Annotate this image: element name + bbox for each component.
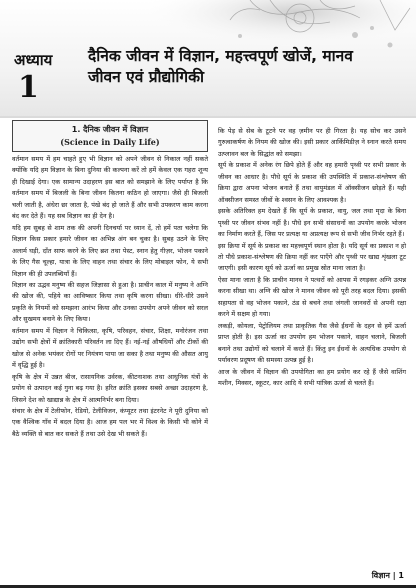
- footer-separator: |: [392, 571, 399, 580]
- paragraph: सूर्य के प्रकाश में अनेक रंग छिपे होते हैं और वह हमारी पृथ्वी पर सभी प्रकार के जीवन का आधार है। पौधे सूर्य के प्रकाश की उपस्थिति में प्रकाश-संश्लेषण की क्रिया द्वारा अपना भोजन बनाते हैं तथा वायुमंडल में ऑक्सीजन छोड़ते हैं। यही ऑक्सीजन समस्त जीवों के श्वसन के लिए आवश्यक है।: [218, 161, 406, 204]
- left-column: [12, 120, 208, 440]
- section-subtitle: (Science in Daily Life): [60, 137, 160, 147]
- paragraph: इसके अतिरिक्त हम देखते हैं कि सूर्य के प्रकाश, वायु, जल तथा मृदा के बिना पृथ्वी पर जीवन संभव नहीं है। पौधे इन सभी संसाधनों का उपयोग करके भोजन का निर्माण करते हैं, जिस पर प्रत्यक्ष या अप्रत्यक्ष रूप से सभी जीव निर्भर रहते हैं।: [218, 207, 406, 239]
- paragraph: संचार के क्षेत्र में टेलीफोन, रेडियो, टेलीविजन, कंप्यूटर तथा इंटरनेट ने पूरी दुनिया को एक वैश्विक गाँव में बदल दिया है। आज हम पल भर में विश्व के किसी भी कोने में बैठे व्यक्ति से बात कर सकते हैं तथा उसे देख भी सकते हैं।: [12, 406, 208, 438]
- paragraph: वर्तमान समय में विज्ञान ने चिकित्सा, कृषि, परिवहन, संचार, शिक्षा, मनोरंजन तथा उद्योग सभी क्षेत्रों में क्रांतिकारी परिवर्तन ला दिए हैं। नई-नई औषधियों और टीकों की खोज से अनेक भयंकर रोगों पर नियंत्रण पाया जा सका है तथा मनुष्य की औसत आयु में वृद्धि हुई है।: [12, 326, 208, 370]
- chapter-number: 1: [18, 70, 39, 105]
- footer-subject: विज्ञान: [371, 571, 390, 580]
- chapter-title: दैनिक जीवन में विज्ञान, महत्त्वपूर्ण खोजें, मानव जीवन एवं प्रौद्योगिकी: [88, 47, 353, 86]
- paragraph: वर्तमान समय में हम चाहते हुए भी विज्ञान को अपने जीवन से निकाल नहीं सकते क्योंकि यदि हम विज्ञान के बिना दुनिया की कल्पना करें तो हमें केवल एक गहरा शून्य ही दिखाई देगा। एक सामान्य उदाहरण इस बात को समझाने के लिए पर्याप्त है कि वर्तमान समय में बिजली के बिना जीवन कितना कठिन हो जाएगा। जैसे ही बिजली चली जाती है, अंधेरा छा जाता है, पंखे बंद हो जाते हैं और सभी उपकरण काम करना बंद कर देते हैं। यह सब विज्ञान का ही देन है।: [12, 155, 208, 221]
- paragraph: कृषि के क्षेत्र में उन्नत बीज, रासायनिक उर्वरक, कीटनाशक तथा आधुनिक यंत्रों के प्रयोग से उत्पादन कई गुना बढ़ गया है। हरित क्रांति इसका सबसे अच्छा उदाहरण है, जिसने देश को खाद्यान्न के क्षेत्र में आत्मनिर्भर बना दिया।: [12, 372, 208, 404]
- section-title: 1. दैनिक जीवन में विज्ञान: [71, 125, 149, 134]
- paragraph: कि पेड़ से सेब के टूटने पर वह ज़मीन पर ही गिरता है। यह सोच कर उसने गुरुत्वाकर्षण के नियम की खोज की। इसी प्रकार आर्किमिडीज़ ने स्नान करते समय उत्प्लावन बल के सिद्धांत को समझा।: [218, 127, 406, 158]
- paragraph: लकड़ी, कोयला, पेट्रोलियम तथा प्राकृतिक गैस जैसे ईंधनों के दहन से हमें ऊर्जा प्राप्त होती है। इस ऊर्जा का उपयोग हम भोजन पकाने, वाहन चलाने, बिजली बनाने तथा उद्योगों को चलाने में करते हैं। किंतु इन ईंधनों के अत्यधिक उपयोग से पर्यावरण प्रदूषण की समस्या उत्पन्न हुई है।: [218, 321, 406, 365]
- chapter-label: अध्याय: [14, 51, 53, 69]
- paragraph: आज के जीवन में विज्ञान की उपयोगिता का हम प्रयोग कर रहे हैं जैसे वाशिंग मशीन, मिक्सर, स्कूटर, कार आदि ये सभी यांत्रिक ऊर्जा से चलते हैं।: [218, 367, 406, 387]
- page-number: 1: [398, 571, 404, 580]
- paragraph: यदि हम सुबह से शाम तक की अपनी दिनचर्या पर ध्यान दें, तो हमें पता चलेगा कि विज्ञान किस प्रकार हमारे जीवन का अभिन्न अंग बन चुका है। सुबह उठने के लिए अलार्म घड़ी, दाँत साफ करने के लिए ब्रश तथा पेस्ट, स्नान हेतु गीज़र, भोजन पकाने के लिए गैस चूल्हा, यात्रा के लिए वाहन तथा संचार के लिए मोबाइल फोन, ये सभी विज्ञान की ही उपलब्धियाँ हैं।: [12, 223, 208, 278]
- chapter-banner: [0, 0, 416, 118]
- paragraph: इस क्रिया में सूर्य के प्रकाश का महत्त्वपूर्ण स्थान होता है। यदि सूर्य का प्रकाश न हो तो पौधे प्रकाश-संश्लेषण की क्रिया नहीं कर पाएँगे और पृथ्वी पर खाद्य शृंखला टूट जाएगी। इसी कारण सूर्य को ऊर्जा का प्रमुख स्रोत माना जाता है।: [218, 241, 406, 273]
- page-footer: [372, 570, 404, 581]
- paragraph: ऐसा माना जाता है कि प्राचीन मानव ने पत्थरों को आपस में रगड़कर अग्नि उत्पन्न करना सीखा था। अग्नि की खोज ने मानव जीवन को पूरी तरह बदल दिया। इसकी सहायता से वह भोजन पकाने, ठंड से बचने तथा जंगली जानवरों से अपनी रक्षा करने में सक्षम हो गया।: [218, 275, 406, 319]
- right-column: [218, 126, 406, 389]
- section-heading-box: [12, 120, 208, 152]
- paragraph: विज्ञान का उद्भव मनुष्य की सहज जिज्ञासा से हुआ है। प्राचीन काल में मनुष्य ने अग्नि की खोज की, पहिये का आविष्कार किया तथा कृषि करना सीखा। धीरे-धीरे उसने प्रकृति के नियमों को समझना आरंभ किया और उनका उपयोग अपने जीवन को सरल और सुखमय बनाने के लिए किया।: [12, 280, 208, 324]
